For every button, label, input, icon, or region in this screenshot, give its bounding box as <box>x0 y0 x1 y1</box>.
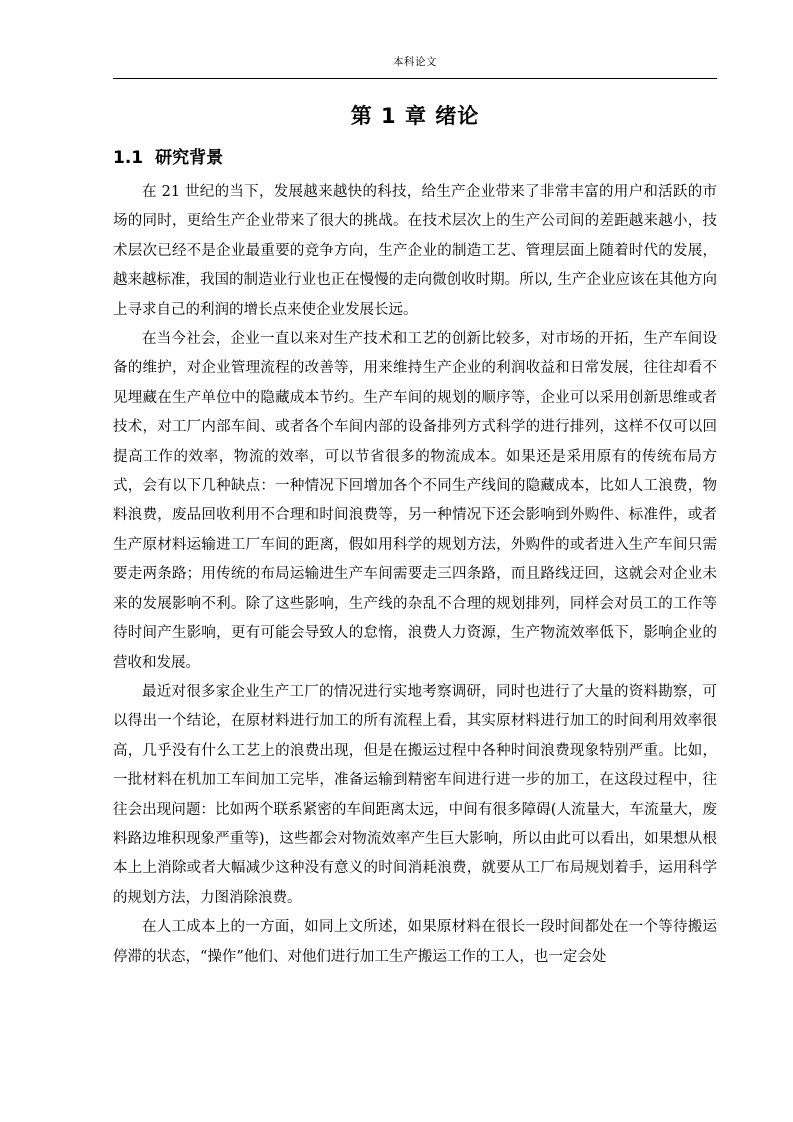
paragraph: 在 21 世纪的当下，发展越来越快的科技，给生产企业带来了非常丰富的用户和活跃的市场的同时，更给生产企业带来了很大的挑战。在技术层次上的生产公司间的差距越来越小，技术层次已经不是企业最重要的竞争方向，生产企业的制造工艺、管理层面上随着时代的发展，越来越标准，我国的制造业行业也正在慢慢的走向微创收时期。所以, 生产企业应该在其他方向上寻求自己的利润的增长点来使企业发展长远。 <box>113 184 717 318</box>
chapter-title: 第 1 章 绪论 <box>350 104 480 128</box>
paragraph: 在人工成本上的一方面，如同上文所述，如果原材料在很长一段时间都处在一个等待搬运停滞的状态，“操作”他们、对他们进行加工生产搬运工作的工人，也一定会处 <box>113 919 717 965</box>
section-heading <box>113 144 717 172</box>
paragraph: 最近对很多家企业生产工厂的情况进行实地考察调研，同时也进行了大量的资料勘察，可以得出一个结论，在原材料进行加工的所有流程上看，其实原材料进行加工的时间利用效率很高，几乎没有什么工艺上的浪费出现，但是在搬运过程中各种时间浪费现象特别严重。比如，一批材料在机加工车间加工完毕，准备运输到精密车间进行进一步的加工，在这段过程中，往往会出现问题：比如两个联系紧密的车间距离太远，中间有很多障碍(人流量大，车流量大，废料路边堆积现象严重等)，这些都会对物流效率产生巨大影响，所以由此可以看出，如果想从根本上上消除或者大幅减少这种没有意义的时间消耗浪费，就要从工厂布局规划着手，运用科学的规划方法，力图消除浪费。 <box>113 683 717 906</box>
section-number: 1.1 <box>113 148 144 168</box>
header-divider <box>113 78 717 79</box>
paragraph: 在当今社会，企业一直以来对生产技术和工艺的创新比较多，对市场的开拓，生产车间设备的维护，对企业管理流程的改善等，用来维持生产企业的利润收益和日常发展，往往却看不见埋藏在生产单位中的隐藏成本节约。生产车间的规划的顺序等，企业可以采用创新思维或者技术，对工厂内部车间、或者各个车间内部的设备排列方式科学的进行排列，这样不仅可以回提高工作的效率，物流的效率，可以节省很多的物流成本。如果还是采用原有的传统布局方式，会有以下几种缺点：一种情况下回增加各个不同生产线间的隐藏成本，比如人工浪费，物料浪费，废品回收利用不合理和时间浪费等，另一种情况下还会影响到外购件、标准件，或者生产原材料运输进工厂车间的距离，假如用科学的规划方法，外购件的或者进入生产车间只需要走两条路；用传统的布局运输进生产车间需要走三四条路，而且路线迂回，这就会对企业未来的发展影响不利。除了这些影响，生产线的杂乱不合理的规划排列，同样会对员工的工作等待时间产生影响，更有可能会导致人的怠惰，浪费人力资源，生产物流效率低下，影响企业的营收和发展。 <box>113 331 717 671</box>
body-text <box>113 178 717 972</box>
section-title: 研究背景 <box>155 148 224 168</box>
running-header: 本科论文 <box>393 56 437 68</box>
